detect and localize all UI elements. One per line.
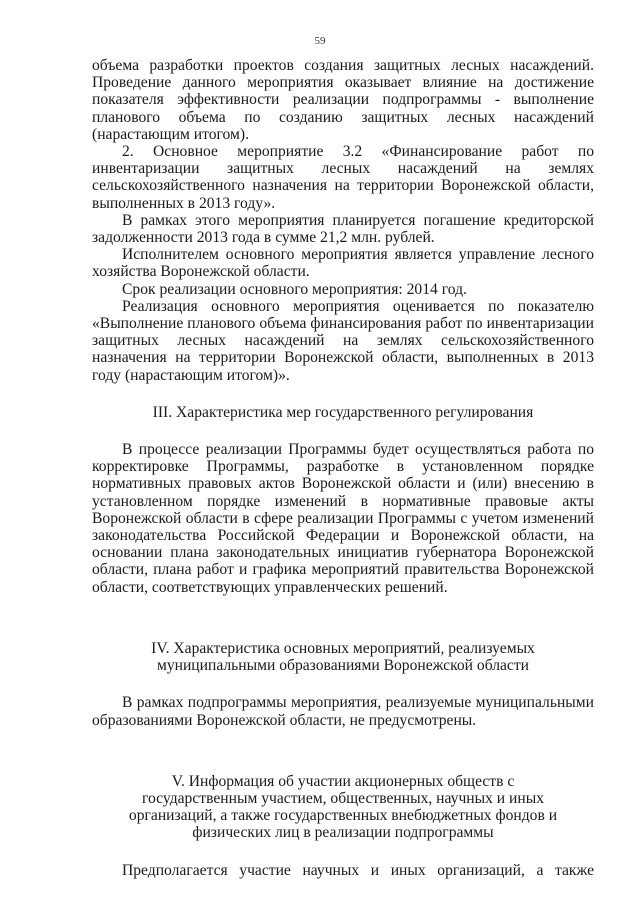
paragraph-debt-repayment: В рамках этого мероприятия планируется погашение кредиторской задолженности 2013 года в сумме 21,2 млн. рублей. xyxy=(92,211,594,247)
section-4-heading-line-2: муниципальными образованиями Воронежской области xyxy=(156,657,530,675)
paragraph-implementation-period: Срок реализации основного мероприятия: 2014 год. xyxy=(122,280,467,298)
section-4-heading-line-1: IV. Характеристика основных мероприятий, реализуемых xyxy=(151,639,535,657)
section-5-body: Предполагается участие научных и иных организаций, а также xyxy=(122,861,594,879)
section-5-heading-line-3: организаций, а также государственных внебюджетных фондов и xyxy=(128,807,558,825)
section-5-heading-line-1: V. Информация об участии акционерных обществ с xyxy=(171,772,515,790)
section-5-heading-line-2: государственным участием, общественных, научных и иных xyxy=(141,789,545,807)
paragraph-executor: Исполнителем основного мероприятия является управление лесного хозяйства Воронежской области. xyxy=(92,246,594,281)
paragraph-evaluation-indicator: Реализация основного мероприятия оценивается по показателю «Выполнение планового объема финансирования работ по инвентаризации защитных лесных насаждений на землях сельскохозяйственного назначения на территории Воронежской области, выполненных в 2013 году (нарастающим итогом)». xyxy=(92,297,594,384)
paragraph-continuation: объема разработки проектов создания защитных лесных насаждений. Проведение данного мероприятия оказывает влияние на достижение показателя эффективности реализации подпрограммы - выполнение планового объема по созданию защитных лесных насаждений (нарастающим итогом). xyxy=(92,57,594,143)
paragraph-main-activity-3-2: 2. Основное мероприятие 3.2 «Финансирование работ по инвентаризации защитных лесных насаждений на землях сельскохозяйственного назначения на территории Воронежской области, выполненных в 2013 году». xyxy=(92,143,594,212)
page-number: 59 xyxy=(314,35,326,47)
document-body xyxy=(92,57,594,879)
section-3-body: В процессе реализации Программы будет осуществляться работа по корректировке Программы, разработке в установленном порядке нормативных правовых актов Воронежской области и (или) внесению в установленном порядке изменений в нормативные правовые акты Воронежской области в сфере реализации Программы с учетом изменений законодательства Российской Федерации и Воронежской области, на основании плана законодательных инициатив губернатора Воронежской области, плана работ и графика мероприятий правительства Воронежской области, соответствующих управленческих решений. xyxy=(92,441,594,596)
section-4-body: В рамках подпрограммы мероприятия, реализуемые муниципальными образованиями Воронежской области, не предусмотрены. xyxy=(92,694,594,729)
section-5-heading-line-4: физических лиц в реализации подпрограммы xyxy=(192,824,494,842)
section-3-heading: III. Характеристика мер государственного регулирования xyxy=(152,403,534,421)
